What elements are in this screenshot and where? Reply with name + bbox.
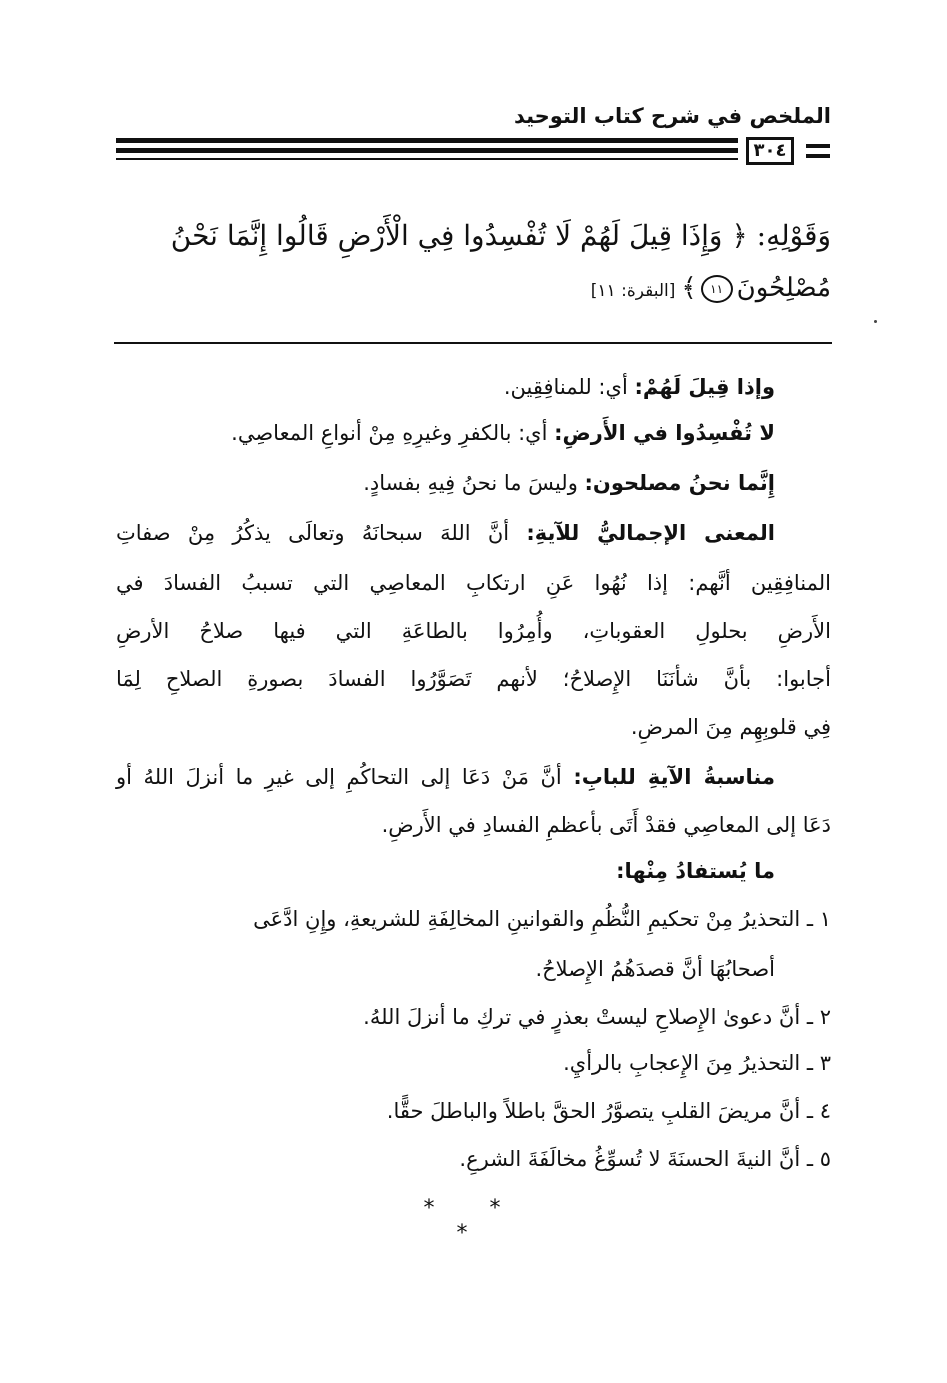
explanation-term: لا تُفْسِدُوا في الأَرضِ: xyxy=(554,421,775,445)
verse-line-2-text: مُصْلِحُونَ xyxy=(736,273,831,303)
explanation-1 xyxy=(504,370,775,404)
header-dash-top xyxy=(806,144,830,148)
relevance-term: مناسبةُ الآيةِ للبابِ: xyxy=(573,765,775,789)
verse-line-2 xyxy=(111,268,831,311)
explanation-3 xyxy=(363,466,775,500)
lesson-5: ٥ ـ أنَّ النيةَ الحسنَةَ لا تُسوِّغُ مخالَفَةَ الشرعِ. xyxy=(459,1147,831,1171)
header-rule-top xyxy=(116,138,738,143)
header-dash-bottom xyxy=(806,154,830,158)
section-separator xyxy=(114,342,832,344)
general-meaning-line-3: الأَرضِ بحلولِ العقوباتِ، وأُمِرُوا بالطاعَةِ التي فيها صلاحُ الأرضِ xyxy=(116,619,831,643)
explanation-term: إِنَّما نحنُ مصلحون: xyxy=(584,471,775,495)
explanation-text: وليسَ ما نحنُ فِيهِ بفسادٍ. xyxy=(363,471,585,495)
header-rule-bottom xyxy=(116,158,738,160)
general-meaning-line-1: المعنى الإجماليُّ للآيةِ: أنَّ اللهَ سبحانَهُ وتعالَى يذكُرُ مِنْ صفاتِ xyxy=(116,521,775,545)
explanation-text: أي: للمنافِقِين. xyxy=(503,375,635,399)
explanation-2 xyxy=(231,416,775,450)
relevance-line-2: دَعَا إلى المعاصِي فقدْ أَتَى بأعظمِ الفسادِ في الأَرضِ. xyxy=(381,813,831,837)
ayah-number: ١١ xyxy=(701,275,733,303)
lesson-1-line-1: ١ ـ التحذيرُ مِنْ تحكيمِ النُّظُمِ والقوانينِ المخالِفَةِ للشريعةِ، وإِنِ ادَّعَى xyxy=(253,907,831,931)
header-rule-middle xyxy=(116,148,738,153)
lesson-number: ٢ ـ xyxy=(806,1005,831,1029)
explanation-text: أي: بالكفرِ وغيرِهِ مِنْ أنواعِ المعاصِي. xyxy=(231,421,555,445)
lesson-number: ٤ ـ xyxy=(806,1099,831,1123)
general-meaning-term: المعنى الإجماليُّ للآيةِ: xyxy=(526,521,775,545)
lesson-3: ٣ ـ التحذيرُ مِنَ الإِعجابِ بالرأيِ. xyxy=(563,1051,831,1075)
end-ornament: * * * xyxy=(423,1196,525,1246)
general-meaning-line-5: فِي قلوبِهِم مِنَ المرضِ. xyxy=(630,715,831,739)
lesson-number: ١ ـ xyxy=(806,907,831,931)
lesson-1-line-2: أصحابُهَا أنَّ قصدَهُمُ الإِصلاحُ. xyxy=(535,957,775,981)
verse-reference: [البقرة: ١١] xyxy=(590,281,676,301)
lesson-number: ٥ ـ xyxy=(806,1147,831,1171)
relevance-line-1: مناسبةُ الآيةِ للبابِ: أنَّ مَنْ دَعَا إلى التحاكُمِ إلى غيرِ ما أنزلَ اللهُ أو xyxy=(116,765,775,789)
lesson-2: ٢ ـ أنَّ دعوىٰ الإِصلاحِ ليستْ بعذرٍ في تركِ ما أنزلَ اللهُ. xyxy=(363,1005,831,1029)
general-meaning-line-2: المنافِقِين أنَّهم: إذا نُهُوا عَنِ ارتكابِ المعاصِي التي تسببُ الفسادَ في xyxy=(116,571,831,595)
scan-speck xyxy=(874,320,877,323)
lessons-heading: ما يُستفادُ مِنْها: xyxy=(616,859,775,883)
explanation-term: وإذا قِيلَ لَهُمْ: xyxy=(634,375,775,399)
verse-closing-bracket: ﴾ xyxy=(681,273,697,303)
lesson-4: ٤ ـ أنَّ مريضَ القلبِ يتصوَّرُ الحقَّ باطلاً والباطلَ حقًّا. xyxy=(386,1099,831,1123)
lesson-number: ٣ ـ xyxy=(806,1051,831,1075)
page-number: ٣٠٤ xyxy=(746,137,794,165)
book-title: الملخص في شرح كتاب التوحيد xyxy=(513,104,831,128)
general-meaning-line-4: أجابوا: بأنَّ شأنَنَا الإِصلاحُ؛ لأنهم تَصَوَّرُوا الفسادَ بصورةِ الصلاحِ لِمَا xyxy=(116,667,831,691)
verse-line-1: وَقَوْلِهِ: ﴿ وَإِذَا قِيلَ لَهُمْ لَا تُفْسِدُوا فِي الْأَرْضِ قَالُوا إِنَّمَا نَحْنُ xyxy=(170,219,831,252)
